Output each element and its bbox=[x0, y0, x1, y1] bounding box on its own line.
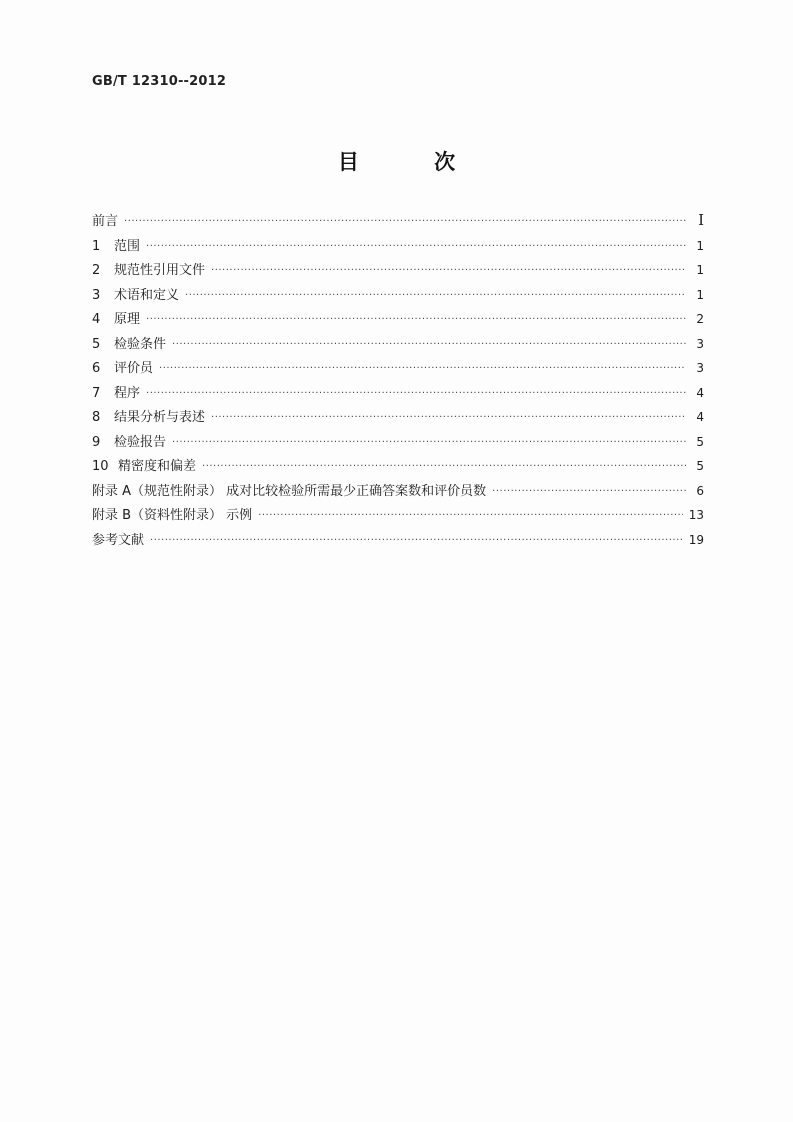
toc-entry-page: 3 bbox=[696, 361, 704, 375]
toc-leader-dots bbox=[150, 535, 683, 546]
toc-entry-bibliography[interactable] bbox=[92, 529, 704, 554]
toc-entry-number: 2 bbox=[92, 263, 101, 278]
toc-entry-label: 附录 A（规范性附录） 成对比较检验所需最少正确答案数和评价员数 bbox=[92, 483, 487, 499]
toc-leader-dots bbox=[146, 241, 686, 252]
toc-entry-annex-a[interactable] bbox=[92, 480, 704, 505]
toc-entry-label: 参考文献 bbox=[92, 532, 145, 548]
toc-entry-label: 结果分析与表述 bbox=[114, 410, 206, 425]
toc-entry-page: 4 bbox=[696, 410, 704, 424]
toc-entry-number: 1 bbox=[92, 238, 101, 254]
toc-entry-page: 5 bbox=[696, 459, 704, 473]
toc-leader-dots bbox=[185, 290, 686, 301]
toc-entry-7[interactable] bbox=[92, 382, 704, 407]
toc-entry-number: 3 bbox=[92, 287, 101, 303]
toc-leader-dots bbox=[159, 363, 686, 374]
toc-leader-dots bbox=[172, 339, 686, 350]
toc-entry-page: 2 bbox=[696, 312, 704, 326]
toc-leader-dots bbox=[258, 510, 683, 521]
toc-entry-annex-b[interactable] bbox=[92, 504, 704, 529]
toc-entry-page: 1 bbox=[696, 263, 704, 277]
toc-entry-label: 精密度和偏差 bbox=[118, 459, 197, 474]
toc-entry-number: 10 bbox=[92, 459, 109, 474]
toc-entry-label: 规范性引用文件 bbox=[114, 263, 206, 278]
toc-entry-number: 6 bbox=[92, 361, 101, 376]
toc-leader-dots bbox=[146, 388, 686, 399]
toc-entry-10[interactable] bbox=[92, 455, 704, 480]
toc-entry-3[interactable] bbox=[92, 284, 704, 309]
toc-entry-label: 范围 bbox=[114, 238, 141, 254]
toc-leader-dots bbox=[202, 461, 686, 472]
toc-entry-label: 检验条件 bbox=[114, 336, 167, 352]
toc-entry-page: 6 bbox=[696, 483, 704, 498]
toc-entry-page: 1 bbox=[696, 238, 704, 253]
toc-entry-label: 原理 bbox=[114, 312, 141, 327]
table-of-contents bbox=[92, 210, 704, 553]
toc-entry-label: 程序 bbox=[114, 385, 141, 401]
toc-entry-page: I bbox=[698, 211, 704, 229]
toc-entry-page: 19 bbox=[688, 532, 704, 547]
toc-entry-4[interactable] bbox=[92, 308, 704, 333]
toc-entry-2[interactable] bbox=[92, 259, 704, 284]
toc-entry-label: 术语和定义 bbox=[114, 287, 180, 303]
toc-entry-page: 3 bbox=[696, 336, 704, 351]
toc-leader-dots bbox=[172, 437, 686, 448]
toc-leader-dots bbox=[124, 216, 686, 227]
toc-entry-label: 检验报告 bbox=[114, 434, 167, 450]
toc-entry-page: 5 bbox=[696, 434, 704, 449]
toc-entry-5[interactable] bbox=[92, 333, 704, 358]
toc-entry-page: 1 bbox=[696, 287, 704, 302]
toc-leader-dots bbox=[211, 412, 686, 423]
toc-entry-6[interactable] bbox=[92, 357, 704, 382]
toc-entry-label: 附录 B（资料性附录） 示例 bbox=[92, 508, 253, 523]
toc-leader-dots bbox=[492, 486, 686, 497]
standard-code: GB/T 12310--2012 bbox=[92, 74, 227, 89]
toc-title: 目 次 bbox=[337, 150, 490, 174]
toc-entry-label: 前言 bbox=[92, 214, 119, 229]
toc-leader-dots bbox=[211, 265, 686, 276]
toc-entry-page: 13 bbox=[688, 508, 704, 522]
toc-leader-dots bbox=[146, 314, 686, 325]
toc-entry-foreword[interactable] bbox=[92, 210, 704, 235]
toc-entry-number: 9 bbox=[92, 434, 101, 450]
toc-entry-9[interactable] bbox=[92, 431, 704, 456]
toc-entry-page: 4 bbox=[696, 385, 704, 400]
toc-entry-number: 4 bbox=[92, 312, 101, 327]
toc-entry-number: 5 bbox=[92, 336, 101, 352]
toc-entry-1[interactable] bbox=[92, 235, 704, 260]
toc-entry-8[interactable] bbox=[92, 406, 704, 431]
toc-entry-number: 7 bbox=[92, 385, 101, 401]
toc-entry-number: 8 bbox=[92, 410, 101, 425]
toc-entry-label: 评价员 bbox=[114, 361, 154, 376]
